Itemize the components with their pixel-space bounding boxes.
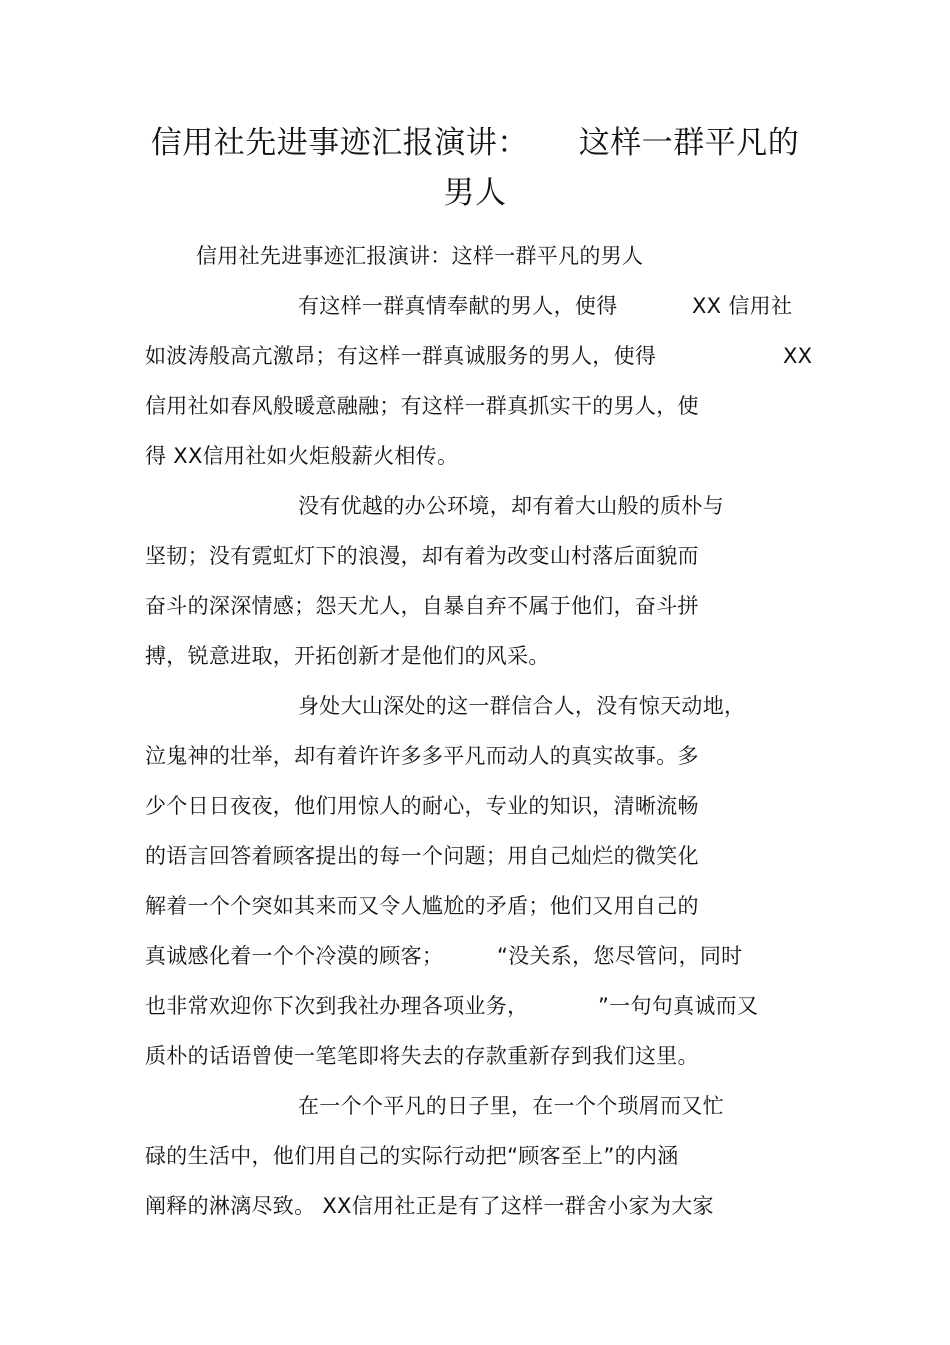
paragraph-3-line-6b: “没关系，您尽管问，同时	[497, 944, 743, 968]
paragraph-3-line-7b: ”一句句真诚而又	[598, 994, 759, 1018]
paragraph-1-line-3: 信用社如春风般暖意融融；有这样一群真抓实干的男人，使	[145, 394, 699, 418]
paragraph-2-line-2: 坚韧；没有霓虹灯下的浪漫，却有着为改变山村落后面貌而	[145, 544, 699, 568]
paragraph-3-line-1: 身处大山深处的这一群信合人，没有惊天动地，	[298, 694, 746, 718]
paragraph-3-line-5: 解着一个个突如其来而又令人尴尬的矛盾；他们又用自己的	[145, 894, 699, 918]
paragraph-3-line-7a: 也非常欢迎你下次到我社办理各项业务，	[145, 994, 529, 1018]
paragraph-3-line-8: 质朴的话语曾使一笔笔即将失去的存款重新存到我们这里。	[145, 1044, 699, 1068]
paragraph-3-line-6a: 真诚感化着一个个冷漠的顾客；	[145, 944, 444, 968]
paragraph-1-line-1a: 有这样一群真情奉献的男人，使得	[298, 294, 618, 318]
title-part-1: 信用社先进事迹汇报演讲：	[150, 125, 529, 161]
paragraph-1-line-2a: 如波涛般高亢激昂；有这样一群真诚服务的男人，使得	[145, 344, 657, 368]
document-title-line-2: 男人	[443, 175, 507, 211]
document-title-line-1	[100, 123, 850, 163]
paragraph-4-line-1: 在一个个平凡的日子里，在一个个琐屑而又忙	[298, 1094, 724, 1118]
paragraph-4-line-3: 阐释的淋漓尽致。 XX信用社正是有了这样一群舍小家为大家	[145, 1194, 714, 1218]
paragraph-3-line-3: 少个日日夜夜，他们用惊人的耐心，专业的知识，清晰流畅	[145, 794, 699, 818]
paragraph-1-line-2b: XX	[783, 344, 813, 368]
paragraph-4-line-2: 碌的生活中，他们用自己的实际行动把“顾客至上”的内涵	[145, 1144, 679, 1168]
paragraph-2-line-1: 没有优越的办公环境，却有着大山般的质朴与	[298, 494, 724, 518]
paragraph-3-line-4: 的语言回答着顾客提出的每一个问题；用自己灿烂的微笑化	[145, 844, 699, 868]
paragraph-2-line-3: 奋斗的深深情感；怨天尤人，自暴自弃不属于他们，奋斗拼	[145, 594, 699, 618]
paragraph-2-line-4: 搏，锐意进取，开拓创新才是他们的风采。	[145, 644, 550, 668]
paragraph-1-line-1b: XX 信用社	[692, 294, 793, 318]
title-part-2: 这样一群平凡的	[578, 125, 800, 161]
document-subtitle: 信用社先进事迹汇报演讲：这样一群平凡的男人	[196, 244, 644, 268]
paragraph-3-line-2: 泣鬼神的壮举，却有着许许多多平凡而动人的真实故事。多	[145, 744, 699, 768]
paragraph-1-line-4: 得 XX信用社如火炬般薪火相传。	[145, 444, 459, 468]
